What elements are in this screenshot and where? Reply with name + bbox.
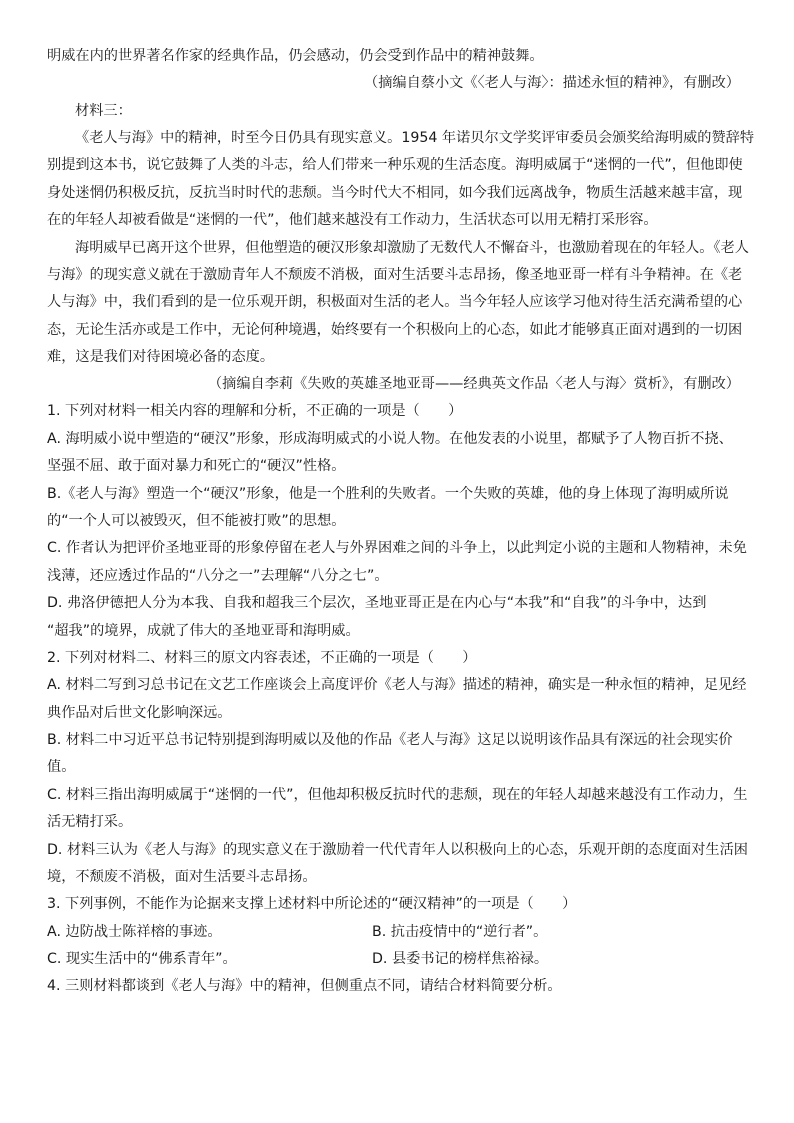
passage-line: 别提到这本书，说它鼓舞了人类的斗志，给人们带来一种乐观的生活态度。海明威属于“迷惘的一代”，但他即使 [47,157,743,173]
section-title: 材料三： [75,103,132,119]
option-b: B. 材料二中习近平总书记特别提到海明威以及他的作品《老人与海》这足以说明该作品具有深远的社会现实价 [47,732,733,748]
option-b-cont: 的“一个人可以被毁灭，但不能被打败”的思想。 [47,513,346,529]
source-citation: （摘编自蔡小文《〈老人与海〉：描述永恒的精神》，有删改） [364,75,740,91]
option-d-cont: “超我”的境界，成就了伟大的圣地亚哥和海明威。 [47,623,360,639]
passage-line: 难，这是我们对待困境必备的态度。 [47,349,275,365]
option-b: B. 抗击疫情中的“逆行者”。 [372,924,548,940]
passage-line: 明威在内的世界著名作家的经典作品，仍会感动，仍会受到作品中的精神鼓舞。 [47,48,544,64]
option-a: A. 边防战士陈祥榕的事迹。 [47,924,222,940]
passage-line: 在的年轻人却被看做是“迷惘的一代”，他们越来越没有工作动力，生活状态可以用无精打采形容。 [47,212,658,228]
option-d: D. 弗洛伊德把人分为本我、自我和超我三个层次，圣地亚哥正是在内心与“本我”和“自我”的斗争中，达到 [47,595,707,611]
passage-line: 海明威早已离开这个世界，但他塑造的硬汉形象却激励了无数代人不懈奋斗，也激励着现在的年轻人。《老人 [75,240,749,256]
option-c-cont: 浅薄，还应透过作品的“八分之一”去理解“八分之七”。 [47,568,389,584]
passage-line: 态，无论生活亦或是工作中，无论何种境遇，始终要有一个积极向上的心态，如此才能够真正面对遇到的一切困 [47,322,743,338]
question-2: 2. 下列对材料二、材料三的原文内容表述，不正确的一项是（ ） [47,650,477,666]
option-a: A. 材料二写到习总书记在文艺工作座谈会上高度评价《老人与海》描述的精神，确实是一种永恒的精神，足见经 [47,677,747,693]
option-b: B.《老人与海》塑造一个“硬汉”形象，他是一个胜利的失败者。一个失败的英雄，他的身上体现了海明威所说 [47,486,729,502]
source-citation: （摘编自李莉《失败的英雄圣地亚哥——经典英文作品〈老人与海〉赏析》，有删改） [207,376,740,392]
question-4: 4. 三则材料都谈到《老人与海》中的精神，但侧重点不同，请结合材料简要分析。 [47,978,562,994]
option-c-cont: 活无精打采。 [47,814,133,830]
option-a: A. 海明威小说中塑造的“硬汉”形象，形成海明威式的小说人物。在他发表的小说里，都赋予了人物百折不挠、 [47,431,733,447]
option-a-cont: 典作品对后世文化影响深远。 [47,705,232,721]
option-c: C. 作者认为把评价圣地亚哥的形象停留在老人与外界困难之间的斗争上，以此判定小说的主题和人物精神，未免 [47,540,747,556]
passage-line: 身处迷惘仍积极反抗，反抗当时时代的悲颓。当今时代大不相同，如今我们远离战争，物质生活越来越丰富，现 [47,185,743,201]
passage-line: 人与海》中，我们看到的是一位乐观开朗，积极面对生活的老人。当今年轻人应该学习他对待生活充满希望的心 [47,294,743,310]
option-d: D. 材料三认为《老人与海》的现实意义在于激励着一代代青年人以积极向上的心态，乐观开朗的态度面对生活困 [47,842,748,858]
option-c: C. 材料三指出海明威属于“迷惘的一代”，但他却积极反抗时代的悲颓，现在的年轻人却越来越没有工作动力，生 [47,787,748,803]
option-a-cont: 坚强不屈、敢于面对暴力和死亡的“硬汉”性格。 [47,458,346,474]
option-d: D. 县委书记的榜样焦裕禄。 [372,951,549,967]
passage-line: 与海》的现实意义就在于激励青年人不颓废不消极，面对生活要斗志昂扬，像圣地亚哥一样有斗争精神。在《老 [47,267,743,283]
passage-line: 《老人与海》中的精神，时至今日仍具有现实意义。1954 年诺贝尔文学奖评审委员会颁奖给海明威的赞辞特 [75,130,755,146]
option-c: C. 现实生活中的“佛系青年”。 [47,951,237,967]
question-1: 1. 下列对材料一相关内容的理解和分析，不正确的一项是（ ） [47,403,463,419]
option-b-cont: 值。 [47,759,76,775]
question-3: 3. 下列事例，不能作为论据来支撑上述材料中所论述的“硬汉精神”的一项是（ ） [47,896,577,912]
option-d-cont: 境，不颓废不消极，面对生活要斗志昂扬。 [47,869,317,885]
